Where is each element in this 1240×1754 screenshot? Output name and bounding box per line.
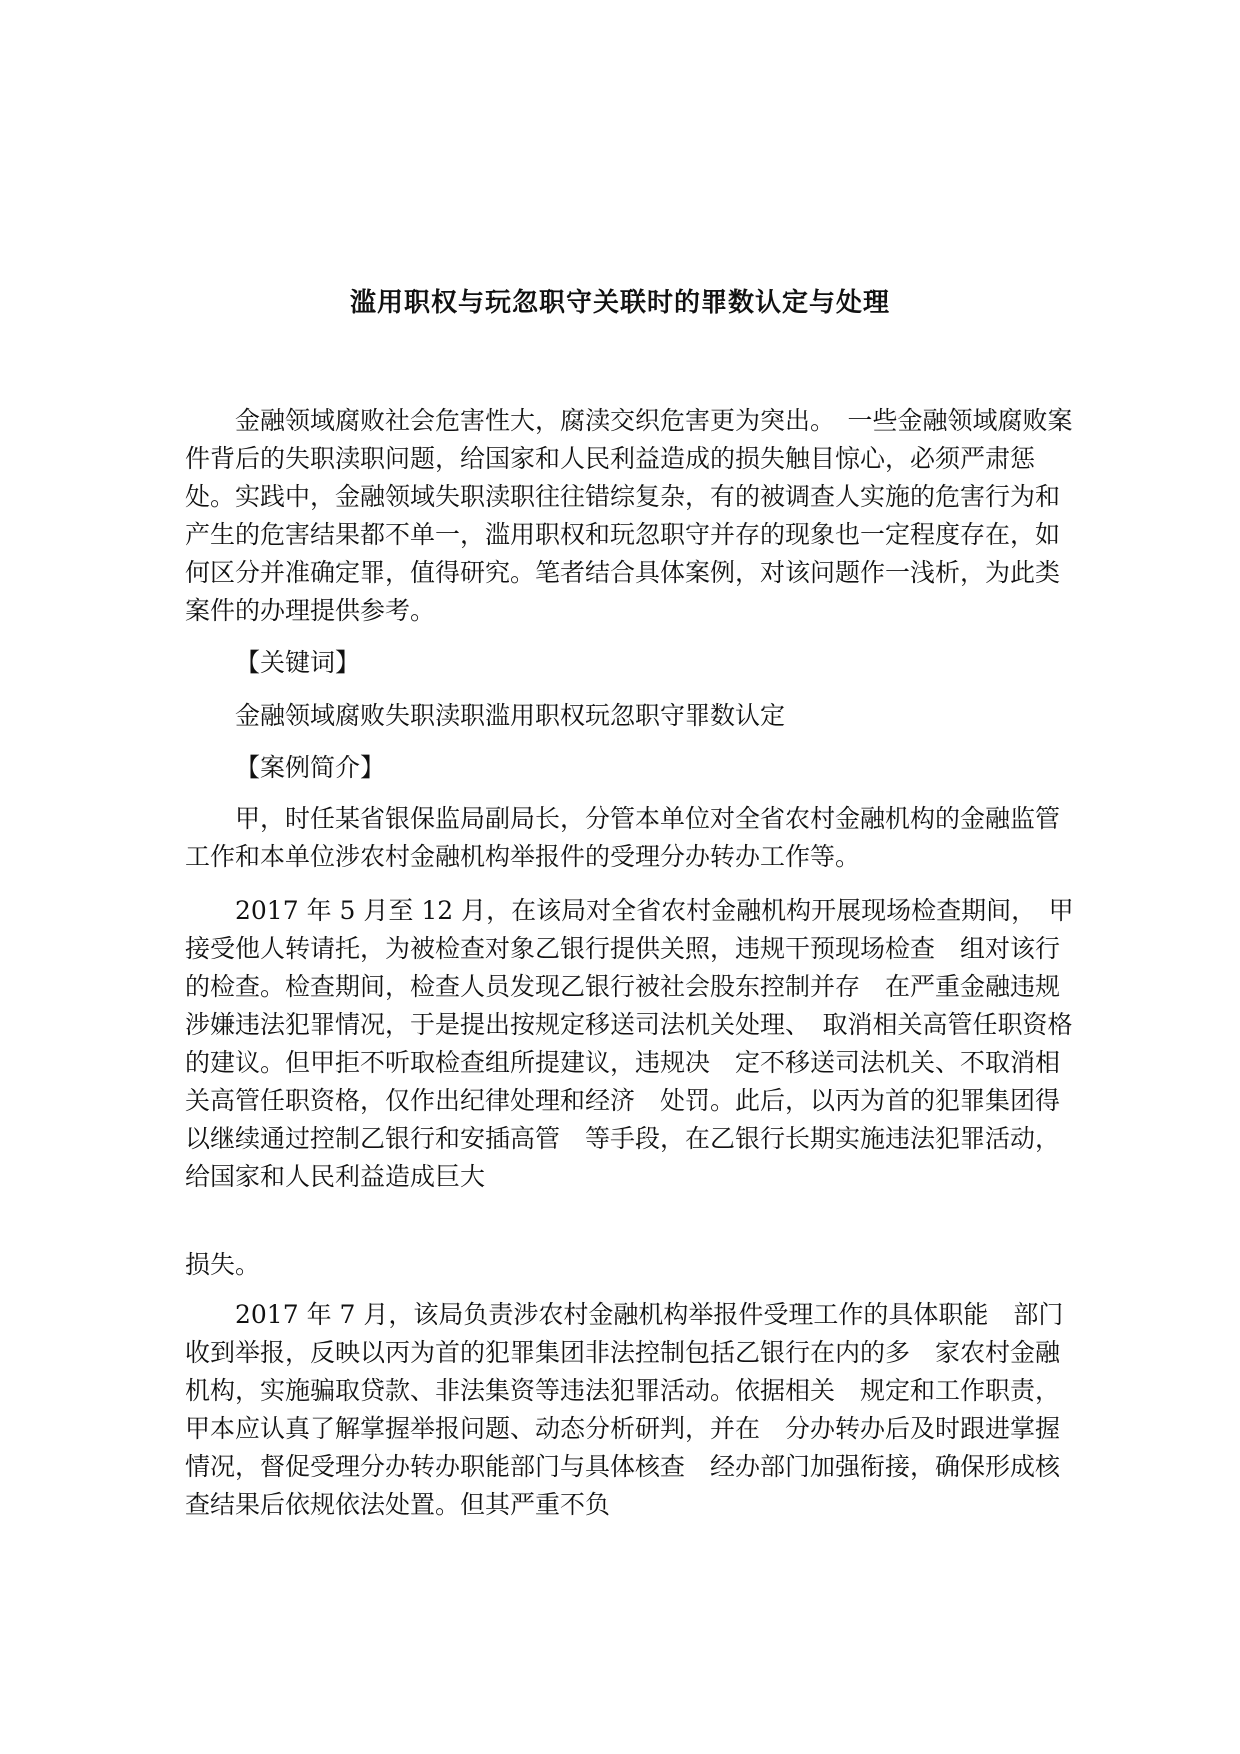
keywords-text: 金融领域腐败失职渎职滥用职权玩忽职守罪数认定 bbox=[235, 701, 786, 730]
case-paragraph: 甲，时任某省银保监局副局长，分管本单位对全省农村金融机构的金融监管工作和本单位涉农村金融机构举报件的受理分办转办工作等。 bbox=[185, 804, 1061, 871]
abstract-paragraph: 金融领域腐败社会危害性大，腐渎交织危害更为突出。 一些金融领域腐败案件背后的失职渎职问题，给国家和人民利益造成的损失触目惊心，必须严肃惩处。实践中，金融领域失职渎职往往错综复杂，有的被调查人实施的危害行为和产生的危害结果都不单一，滥用职权和玩忽职守并存的现象也一定程度存在，如何区分并准确定罪，值得研究。笔者结合具体案例，对该问题作一浅析，为此类案件的办理提供参考。 bbox=[185, 406, 1073, 625]
case-paragraph-continuation: 损失。 bbox=[185, 1250, 261, 1279]
case-paragraph: 2017 年 7 月，该局负责涉农村金融机构举报件受理工作的具体职能 部门收到举报，反映以丙为首的犯罪集团非法控制包括乙银行在内的多 家农村金融机构，实施骗取贷款、非法集资等违法犯罪活动。依据相关 规定和工作职责，甲本应认真了解掌握举报问题、动态分析研判，并在 分办转办后及时跟进掌握情况，督促受理分办转办职能部门与具体核查 经办部门加强衔接，确保形成核查结果后依规依法处置。但其严重不负 bbox=[185, 1300, 1064, 1519]
case-paragraph: 2017 年 5 月至 12 月，在该局对全省农村金融机构开展现场检查期间， 甲接受他人转请托，为被检查对象乙银行提供关照，违规干预现场检查 组对该行的检查。检查期间，检查人员发现乙银行被社会股东控制并存 在严重金融违规涉嫌违法犯罪情况，于是提出按规定移送司法机关处理、 取消相关高管任职资格的建议。但甲拒不听取检查组所提建议，违规决 定不移送司法机关、不取消相关高管任职资格，仅作出纪律处理和经济 处罚。此后，以丙为首的犯罪集团得以继续通过控制乙银行和安插高管 等手段，在乙银行长期实施违法犯罪活动，给国家和人民利益造成巨大 bbox=[185, 896, 1074, 1191]
case-summary-heading: 【案例简介】 bbox=[235, 753, 386, 782]
document-title: 滥用职权与玩忽职守关联时的罪数认定与处理 bbox=[349, 288, 890, 318]
keywords-heading: 【关键词】 bbox=[235, 648, 361, 677]
